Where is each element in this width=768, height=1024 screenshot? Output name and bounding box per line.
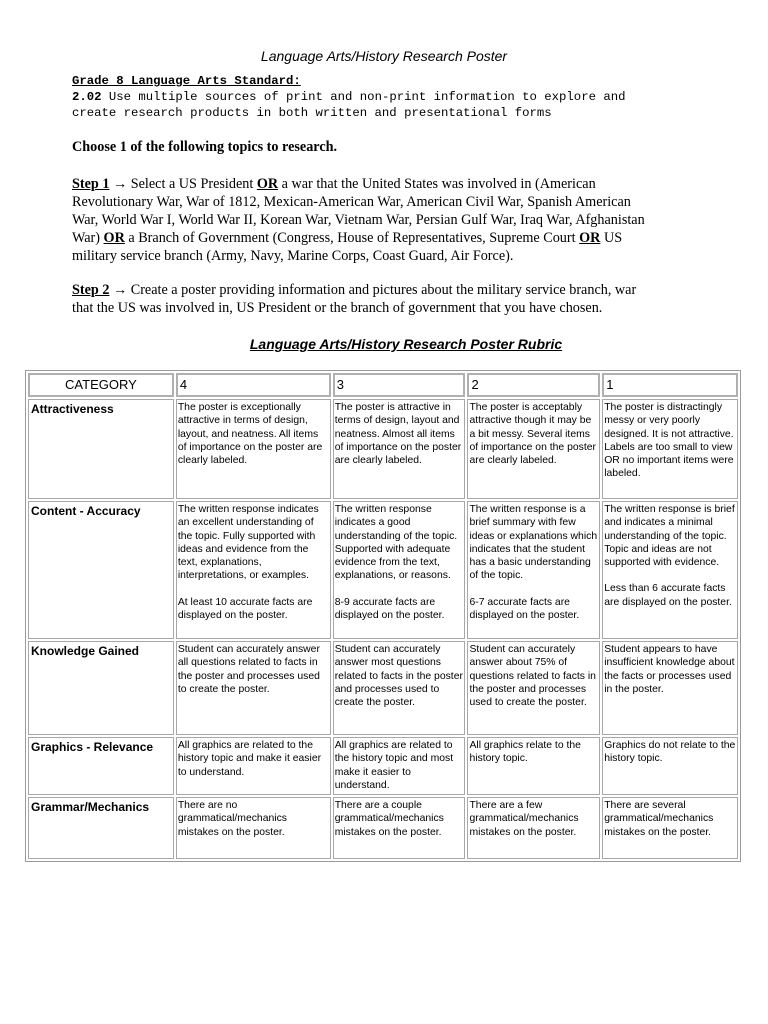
step-1-text: US xyxy=(600,230,623,246)
rubric-cell: Student can accurately answer all questions related to facts in the poster and processes used to create the poster. xyxy=(176,641,331,735)
rubric-cell xyxy=(176,501,331,639)
choose-instruction: Choose 1 of the following topics to research. xyxy=(72,139,338,155)
rubric-row-knowledge-gained xyxy=(28,641,738,735)
rubric-cell-text: The written response is brief and indicates a minimal understanding of the topic. Topic and ideas are not supported with evidence. xyxy=(604,504,735,569)
step-2-text: Create a poster providing information and pictures about the military service branch, war xyxy=(127,282,637,298)
step-1-text: War, World War I, World War II, Korean War, Vietnam War, Persian Gulf War, Iraq War, Afghanistan xyxy=(72,212,645,228)
rubric-cell: All graphics are related to the history topic and make it easier to understand. xyxy=(176,737,331,795)
rubric-cell: The poster is acceptably attractive though it may be a bit messy. Several items of importance on the poster are clearly labeled. xyxy=(467,399,600,499)
rubric-cell: Student appears to have insufficient knowledge about the facts or processes used in the poster. xyxy=(602,641,738,735)
rubric-cell: Student can accurately answer most questions related to facts in the poster and processes used to create the poster. xyxy=(333,641,466,735)
rubric-cell-text: The written response indicates a good understanding of the topic. Supported with adequate evidence from the text, explanations, or reasons. xyxy=(334,504,458,582)
rubric-row-grammar-mechanics xyxy=(28,797,738,859)
step-1-text: Select a US President xyxy=(127,176,257,192)
rubric-cell: The poster is attractive in terms of design, layout and neatness. Almost all items of importance on the poster are clearly labeled. xyxy=(333,399,466,499)
category-label: Content - Accuracy xyxy=(28,501,174,639)
rubric-cell xyxy=(602,501,738,639)
arrow-icon: → xyxy=(113,176,128,192)
facts-requirement: Less than 6 accurate facts are displayed on the poster. xyxy=(604,583,732,608)
rubric-cell-text: The written response is a brief summary with few ideas or explanations which indicates that the student has a basic understanding of the topic. xyxy=(469,504,598,582)
rubric-cell: Graphics do not relate to the history topic. xyxy=(602,737,738,795)
rubric-cell: All graphics relate to the history topic. xyxy=(467,737,600,795)
standard-block xyxy=(72,73,712,121)
or-keyword: OR xyxy=(103,230,125,246)
step-1-label: Step 1 xyxy=(72,176,110,192)
rubric-cell: There are several grammatical/mechanics mistakes on the poster. xyxy=(602,797,738,859)
rubric-cell: The poster is exceptionally attractive in terms of design, layout, and neatness. All items of importance on the poster are clearly labeled. xyxy=(176,399,331,499)
rubric-row-graphics-relevance xyxy=(28,737,738,795)
or-keyword: OR xyxy=(579,230,601,246)
category-label: Grammar/Mechanics xyxy=(28,797,174,859)
step-1-text: a war that the United States was involved in (American xyxy=(278,176,596,192)
standard-heading: Grade 8 Language Arts Standard: xyxy=(72,74,301,88)
category-label: Knowledge Gained xyxy=(28,641,174,735)
rubric-row-attractiveness xyxy=(28,399,738,499)
rubric-cell xyxy=(333,501,466,639)
rubric-row-content-accuracy xyxy=(28,501,738,639)
category-label: Graphics - Relevance xyxy=(28,737,174,795)
facts-requirement: At least 10 accurate facts are displayed on the poster. xyxy=(177,596,313,622)
facts-requirement: 6-7 accurate facts are displayed on the poster. xyxy=(469,596,580,622)
rubric-cell: All graphics are related to the history topic and most make it easier to understand. xyxy=(333,737,466,795)
rubric-header-row xyxy=(28,373,738,397)
facts-requirement: 8-9 accurate facts are displayed on the poster. xyxy=(334,596,445,622)
rubric-table xyxy=(25,370,741,862)
step-2-text: that the US was involved in, US President or the branch of government that you have chosen. xyxy=(72,300,603,316)
rubric-title: Language Arts/History Research Poster Rubric xyxy=(249,336,563,352)
rubric-cell: The poster is distractingly messy or very poorly designed. It is not attractive. Labels are too small to view OR no important items were labeled. xyxy=(602,399,738,499)
step-1-text: a Branch of Government (Congress, House of Representatives, Supreme Court xyxy=(124,230,580,246)
step-1-text: military service branch (Army, Navy, Marine Corps, Coast Guard, Air Force). xyxy=(72,248,514,264)
header-score-2: 2 xyxy=(467,373,600,397)
step-2-paragraph xyxy=(72,281,692,317)
rubric-cell: There are no grammatical/mechanics mistakes on the poster. xyxy=(176,797,331,859)
step-1-paragraph xyxy=(72,175,692,265)
rubric-cell: Student can accurately answer about 75% of questions related to facts in the poster and processes used to create the poster. xyxy=(467,641,600,735)
step-2-label: Step 2 xyxy=(72,282,110,298)
rubric-cell-text: The written response indicates an excellent understanding of the topic. Fully supported with ideas and evidence from the text, explanations, interpretations, or examples. xyxy=(177,504,319,582)
category-label: Attractiveness xyxy=(28,399,174,499)
rubric-cell: There are a few grammatical/mechanics mistakes on the poster. xyxy=(467,797,600,859)
step-1-text: Revolutionary War, War of 1812, Mexican-American War, American Civil War, Spanish American xyxy=(72,194,631,210)
standard-text-line1: Use multiple sources of print and non-print information to explore and xyxy=(101,90,626,104)
rubric-cell xyxy=(467,501,600,639)
or-keyword: OR xyxy=(256,176,279,192)
header-score-4: 4 xyxy=(176,373,331,397)
standard-text-line2: create research products in both written and presentational forms xyxy=(72,106,552,120)
header-score-3: 3 xyxy=(333,373,466,397)
rubric-cell: There are a couple grammatical/mechanics mistakes on the poster. xyxy=(333,797,466,859)
standard-code: 2.02 xyxy=(72,90,102,104)
document-title: Language Arts/History Research Poster xyxy=(260,48,508,64)
step-1-text: War) xyxy=(72,230,104,246)
header-score-1: 1 xyxy=(602,373,738,397)
header-category: CATEGORY xyxy=(28,373,174,397)
arrow-icon: → xyxy=(113,282,128,298)
